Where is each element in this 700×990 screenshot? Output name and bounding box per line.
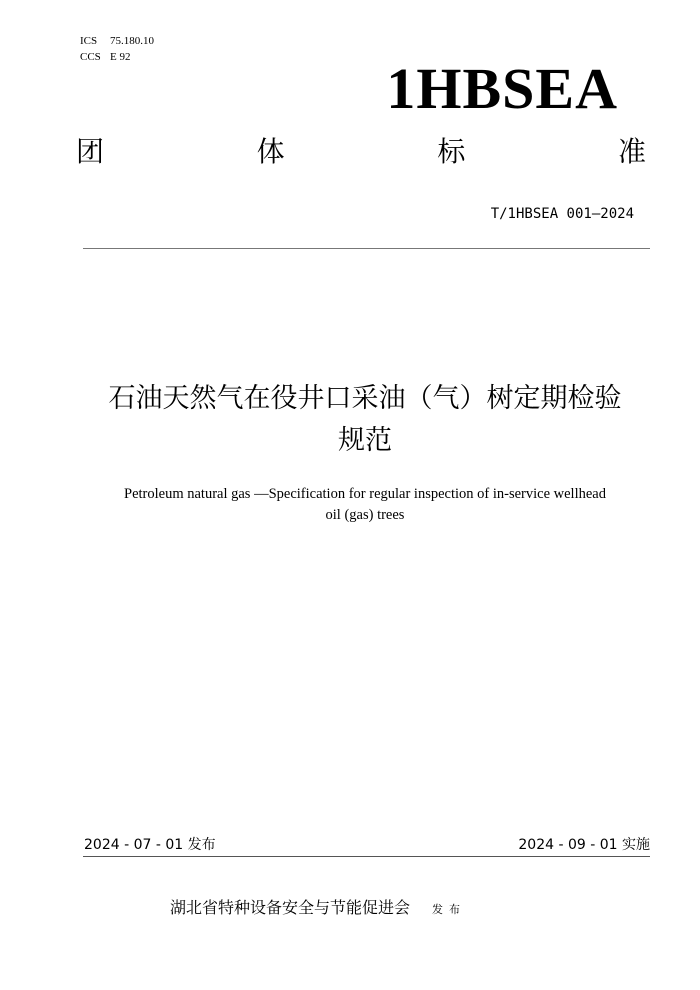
ccs-label: CCS (80, 51, 101, 63)
publisher (170, 895, 466, 918)
classification-codes (80, 33, 154, 65)
publisher-name: 湖北省特种设备安全与节能促进会 (170, 898, 411, 917)
standard-type-char: 团 (76, 135, 105, 168)
standard-type-char: 准 (617, 135, 646, 168)
standard-number: T/1HBSEA 001—2024 (490, 206, 634, 222)
standard-type-char: 体 (256, 135, 285, 168)
standard-type-char: 标 (437, 135, 466, 168)
standard-type-heading (76, 132, 646, 172)
ics-value: 75.180.10 (110, 35, 154, 47)
chinese-title (60, 378, 670, 462)
english-title-line: Petroleum natural gas —Specification for regular inspection of in-service wellhead (124, 486, 606, 502)
association-logo: 1HBSEA (386, 56, 618, 121)
chinese-title-line: 石油天然气在役井口采油（气）树定期检验 (108, 383, 622, 414)
english-title (70, 484, 660, 526)
bottom-divider (83, 856, 650, 857)
top-divider (83, 248, 650, 249)
english-title-line: oil (gas) trees (325, 507, 405, 523)
ccs-row (80, 49, 154, 65)
ics-row (80, 33, 154, 49)
publisher-issue: 发布 (432, 903, 467, 916)
chinese-title-line: 规范 (338, 425, 392, 456)
ics-label: ICS (80, 35, 98, 47)
ccs-value: E 92 (110, 51, 131, 63)
implementation-date: 2024 - 09 - 01 实施 (518, 837, 650, 853)
release-date: 2024 - 07 - 01 发布 (84, 837, 216, 853)
